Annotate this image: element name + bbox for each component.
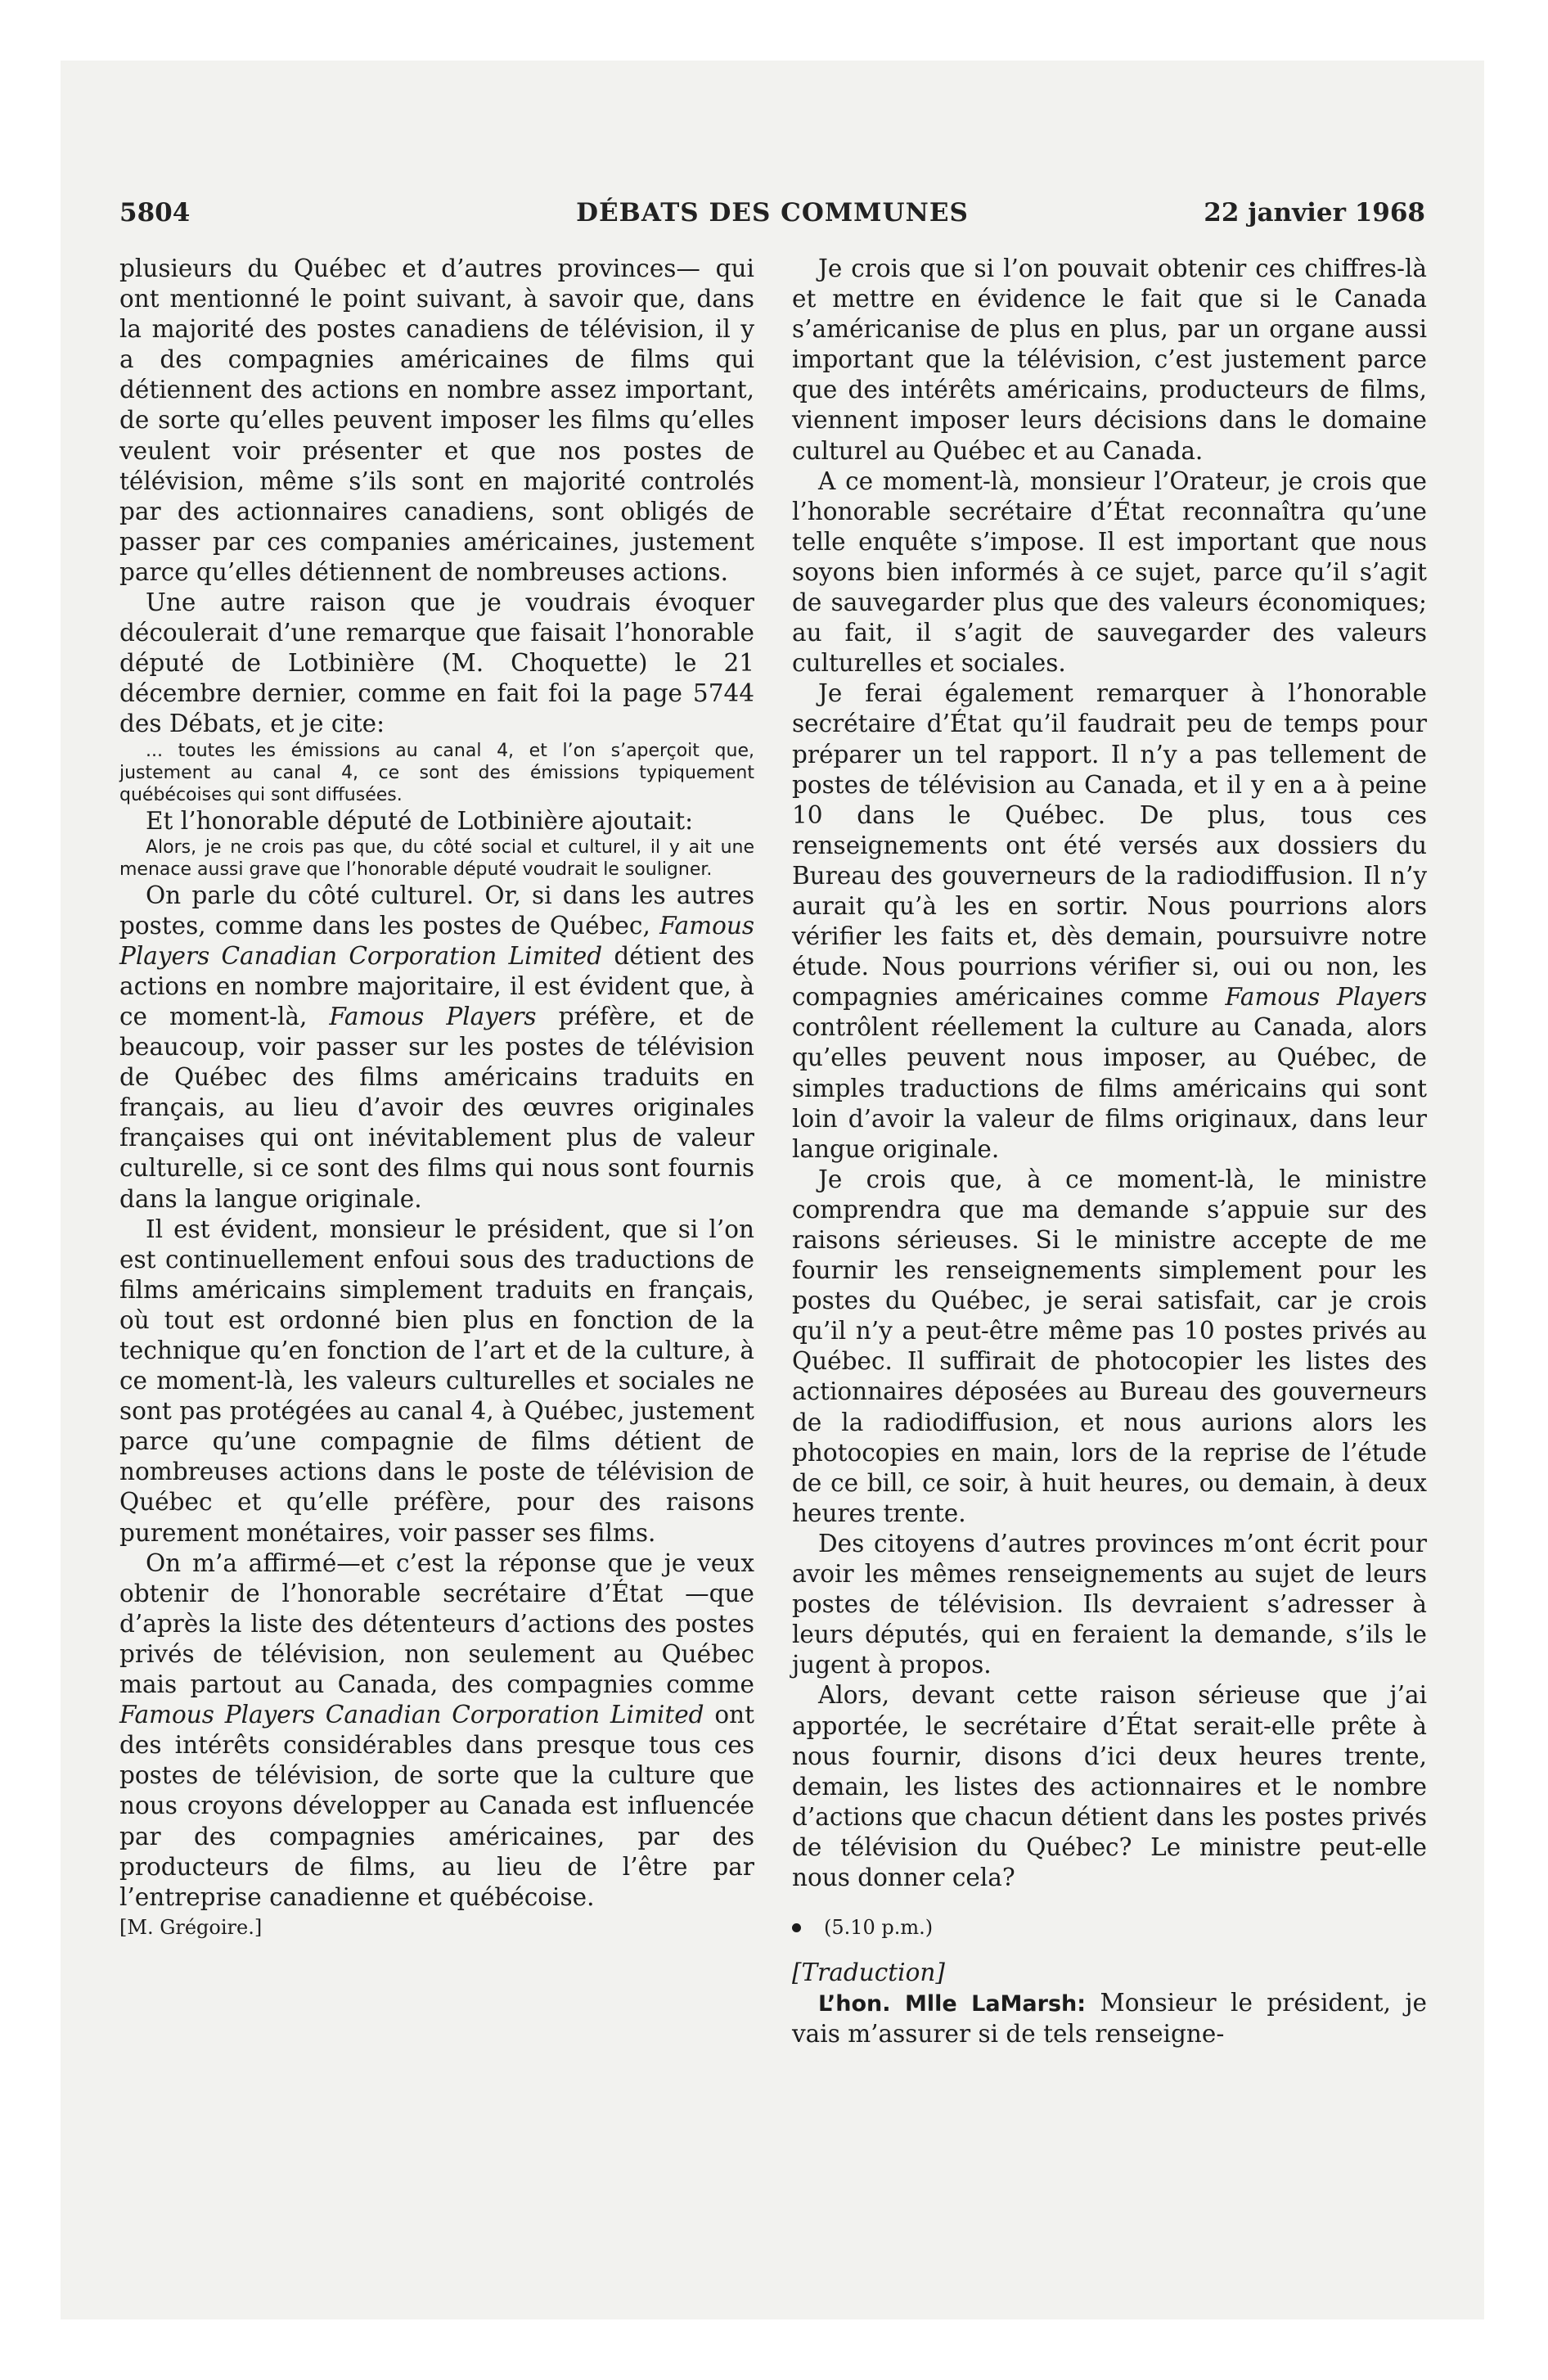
text-run: détient des actions en nombre majoritaire, il est évident que, à ce moment-là,	[119, 941, 754, 1030]
bullet-icon	[792, 1923, 801, 1932]
paragraph	[792, 1988, 1427, 2049]
paragraph: Il est évident, monsieur le président, que si l’on est continuellement enfoui sous des traductions de films américains simplement traduits en français, où tout est ordonné bien plus en fonction de la technique qu’en fonction de l’art et de la culture, à ce moment-là, les valeurs culturelles et sociales ne sont pas protégées au canal 4, à Québec, justement parce qu’une compagnie de films détient de nombreuses actions dans le poste de télévision de Québec et qu’elle préfère, pour des raisons purement monétaires, voir passer ses films.	[119, 1215, 754, 1547]
document-page	[119, 139, 1428, 2300]
paragraph	[119, 1548, 754, 1913]
italic-text: Famous Players Canadian Corporation Limited	[119, 1701, 704, 1729]
paragraph	[792, 678, 1427, 1165]
page-date: 22 janvier 1968	[1204, 198, 1425, 228]
paragraph: Je crois que, à ce moment-là, le ministre comprendra que ma demande s’appuie sur des raisons sérieuses. Si le ministre accepte de me fournir les renseignements simplement pour les postes du Québec, je serai satisfait, car je crois qu’il n’y a peut-être même pas 10 postes privés au Québec. Il suffirait de photocopier les listes des actionnaires déposées au Bureau des gouverneurs de la radiodiffusion, et nous aurions alors les photocopies en main, lors de la reprise de l’étude de ce bill, ce soir, à huit heures, ou demain, à deux heures trente.	[792, 1165, 1427, 1527]
right-column	[792, 254, 1427, 2049]
italic-text: Famous Players	[329, 1002, 537, 1030]
paragraph: Une autre raison que je voudrais évoquer découlerait d’une remarque que faisait l’honorable député de Lotbinière (M. Choquette) le 21 décembre dernier, comme en fait foi la page 5744 des Débats, et je cite:	[119, 588, 754, 738]
page-number: 5804	[119, 198, 191, 228]
text-run: ont des intérêts considérables dans presque tous ces postes de télévision, de sorte que la culture que nous croyons développer au Canada est influencée par des compagnies américaines, par des producteurs de films, au lieu de l’être par l’entreprise canadienne et québécoise.	[119, 1701, 754, 1911]
paragraph: Des citoyens d’autres provinces m’ont écrit pour avoir les mêmes renseignements au sujet de leurs postes de télévision. Ils devraient s’adresser à leurs députés, qui en feraient la demande, s’ils le jugent à propos.	[792, 1529, 1427, 1679]
publication-title: DÉBATS DES COMMUNES	[576, 198, 969, 228]
time-marker	[792, 1913, 1427, 1943]
text-run: Monsieur le président, je vais m’assurer si de tels renseigne-	[792, 1989, 1427, 2049]
text-run: contrôlent réellement la culture au Canada, alors qu’elles peuvent nous imposer, au Québec, de simples traductions de films américains qui sont loin d’avoir la valeur de films originaux, dans leur langue originale.	[792, 1013, 1427, 1163]
paragraph: Alors, devant cette raison sérieuse que j’ai apportée, le secrétaire d’État serait-elle prête à nous fournir, disons d’ici deux heures trente, demain, les listes des actionnaires et le nombre d’actions que chacun détient dans les postes privés de télévision du Québec? Le ministre peut-elle nous donner cela?	[792, 1681, 1427, 1891]
translation-label: [Traduction]	[792, 1959, 945, 1987]
speaker-name: L’hon. Mlle LaMarsh:	[818, 1991, 1087, 2017]
italic-text: Famous Players Canadian Corporation Limited	[119, 911, 754, 970]
block-quote: Alors, je ne crois pas que, du côté social et culturel, il y ait une menace aussi grave que l’honorable député voudrait le souligner.	[119, 836, 754, 880]
paragraph: plusieurs du Québec et d’autres provinces— qui ont mentionné le point suivant, à savoir que, dans la majorité des postes canadiens de télévision, il y a des compagnies américaines de films qui détiennent des actions en nombre assez important, de sorte qu’elles peuvent imposer les films qu’elles veulent voir présenter et que nos postes de télévision, même s’ils sont en majorité controlés par des actionnaires canadiens, sont obligés de passer par ces companies américaines, justement parce qu’elles détiennent de nombreuses actions.	[119, 255, 754, 586]
left-column	[119, 254, 754, 1943]
paragraph: Et l’honorable député de Lotbinière ajoutait:	[146, 806, 694, 835]
page-sheet	[61, 61, 1484, 2319]
translation-marker	[792, 1958, 1427, 1988]
italic-text: Famous Players	[1225, 983, 1428, 1012]
paragraph: Je crois que si l’on pouvait obtenir ces chiffres-là et mettre en évidence le fait que si le Canada s’américanise de plus en plus, par un organe aussi important que la télévision, c’est justement parce que des intérêts américains, producteurs de films, viennent imposer leurs décisions dans le domaine culturel au Québec et au Canada.	[792, 255, 1427, 465]
time-stamp: (5.10 p.m.)	[824, 1916, 934, 1940]
text-run: Je ferai également remarquer à l’honorable secrétaire d’État qu’il faudrait peu de temps pour préparer un tel rapport. Il n’y a pas tellement de postes de télévision au Canada, et il y en a à peine 10 dans le Québec. De plus, tous ces renseignements ont été versés aux dossiers du Bureau des gouverneurs de la radiodiffusion. Il n’y aurait qu’à les en sortir. Nous pourrions alors vérifier les faits et, dès demain, poursuivre notre étude. Nous pourrions vérifier si, oui ou non, les compagnies américaines comme	[792, 679, 1427, 1012]
paragraph	[119, 881, 754, 1215]
page-header	[119, 198, 1425, 237]
speaker-signature: [M. Grégoire.]	[119, 1915, 263, 1939]
text-run: On m’a affirmé—et c’est la réponse que je veux obtenir de l’honorable secrétaire d’État —que d’après la liste des détenteurs d’actions des postes privés de télévision, non seulement au Québec mais partout au Canada, des compagnies comme	[119, 1548, 754, 1699]
text-run: On parle du côté culturel. Or, si dans les autres postes, comme dans les postes de Québec,	[119, 881, 754, 940]
text-run: préfère, et de beaucoup, voir passer sur les postes de télévision de Québec des films américains traduits en français, au lieu d’avoir des œuvres originales françaises qui ont inévitablement plus de valeur culturelle, si ce sont des films qui nous sont fournis dans la langue originale.	[119, 1002, 754, 1213]
paragraph: A ce moment-là, monsieur l’Orateur, je crois que l’honorable secrétaire d’État reconnaîtra qu’une telle enquête s’impose. Il est important que nous soyons bien informés à ce sujet, parce qu’il s’agit de sauvegarder plus que des valeurs économiques; au fait, il s’agit de sauvegarder des valeurs culturelles et sociales.	[792, 467, 1427, 678]
block-quote: ... toutes les émissions au canal 4, et l’on s’aperçoit que, justement au canal 4, ce sont des émissions typiquement québécoises qui sont diffusées.	[119, 740, 754, 805]
